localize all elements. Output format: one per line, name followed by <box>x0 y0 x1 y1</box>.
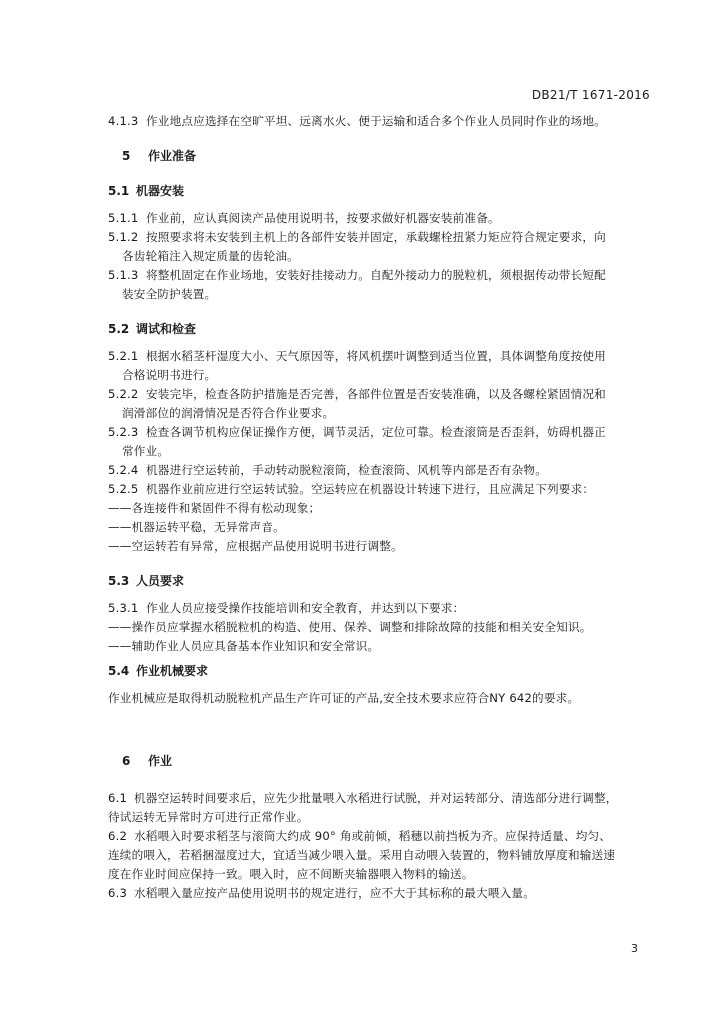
clause-5-1-2-cont: 各齿轮箱注入规定质量的齿轮油。 <box>122 249 299 263</box>
clause-5-2-4: 5.2.4 机器进行空运转前，手动转动脱粒滚筒，检查滚筒、风机等内部是否有杂物。 <box>108 463 547 477</box>
section-5-3-heading: 5.3 人员要求 <box>108 574 185 588</box>
clause-5-1-3-cont: 装安全防护装置。 <box>122 287 217 301</box>
page-number: 3 <box>631 942 638 955</box>
document-code: DB21/T 1671-2016 <box>531 88 650 102</box>
clause-6-1: 6.1 机器空运转时间要求后，应先少批量喂入水稻进行试脱，并对运转部分、清选部分进行调整， <box>108 791 618 805</box>
clause-5-1-1: 5.1.1 作业前，应认真阅读产品使用说明书，按要求做好机器安装前准备。 <box>108 211 500 225</box>
clause-4-1-3: 4.1.3 作业地点应选择在空旷平坦、远离水火、便于运输和适合多个作业人员同时作业的场地。 <box>108 114 606 128</box>
clause-5-2-1-cont: 合格说明书进行。 <box>122 368 217 382</box>
list-item: ——操作员应掌握水稻脱粒机的构造、使用、保养、调整和排除故障的技能和相关安全知识。 <box>108 620 592 634</box>
page-content <box>108 112 654 903</box>
section-5-4-heading: 5.4 作业机械要求 <box>108 664 209 678</box>
clause-6-3: 6.3 水稻喂入量应按产品使用说明书的规定进行，应不大于其标称的最大喂入量。 <box>108 886 535 900</box>
clause-5-2-2: 5.2.2 安装完毕，检查各防护措施是否完善，各部件位置是否安装准确，以及各螺栓紧固情况和 <box>108 387 606 401</box>
clause-5-3-1: 5.3.1 作业人员应接受操作技能培训和安全教育，并达到以下要求： <box>108 601 465 615</box>
list-item: ——辅助作业人员应具备基本作业知识和安全常识。 <box>108 639 380 653</box>
clause-5-1-2: 5.1.2 按照要求将未安装到主机上的各部件安装并固定，承载螺栓扭紧力矩应符合规定要求，向 <box>108 230 606 244</box>
list-item: ——机器运转平稳，无异常声音。 <box>108 520 285 534</box>
clause-5-2-2-cont: 润滑部位的润滑情况是否符合作业要求。 <box>122 406 335 420</box>
clause-5-2-1: 5.2.1 根据水稻茎杆湿度大小、天气原因等，将风机摆叶调整到适当位置，具体调整角度按使用 <box>108 349 606 363</box>
clause-5-2-3: 5.2.3 检查各调节机构应保证操作方便，调节灵活，定位可靠。检查滚筒是否歪斜，妨碍机器正 <box>108 425 606 439</box>
section-5-1-heading: 5.1 机器安装 <box>108 184 185 198</box>
section-5-heading: 5 作业准备 <box>122 149 197 163</box>
clause-5-2-3-cont: 常作业。 <box>122 444 170 458</box>
clause-6-1-cont: 待试运转无异常时方可进行正常作业。 <box>108 810 309 824</box>
clause-5-1-3: 5.1.3 将整机固定在作业场地，安装好挂接动力。自配外接动力的脱粒机，须根据传动带长短配 <box>108 268 606 282</box>
list-item: ——空运转若有异常，应根据产品使用说明书进行调整。 <box>108 539 403 553</box>
clause-5-4-text: 作业机械应是取得机动脱粒机产品生产许可证的产品,安全技术要求应符合NY 642的要求。 <box>108 691 580 705</box>
section-6-heading: 6 作业 <box>122 754 173 768</box>
section-5-2-heading: 5.2 调试和检查 <box>108 322 197 336</box>
clause-6-2-cont: 度在作业时间应保持一致。喂入时，应不间断夹输器喂入物料的输送。 <box>108 867 474 881</box>
clause-6-2: 6.2 水稻喂入时要求稻茎与滚筒大约成 90° 角或前倾，稻穗以前挡板为齐。应保持适量、均匀、 <box>108 829 612 843</box>
clause-5-2-5: 5.2.5 机器作业前应进行空运转试验。空运转应在机器设计转速下进行，且应满足下列要求： <box>108 482 595 496</box>
list-item: ——各连接件和紧固件不得有松动现象； <box>108 501 321 515</box>
clause-6-2-cont: 连续的喂入，若稻捆湿度过大，宜适当减少喂入量。采用自动喂入装置的，物料铺放厚度和输送速 <box>108 848 616 862</box>
